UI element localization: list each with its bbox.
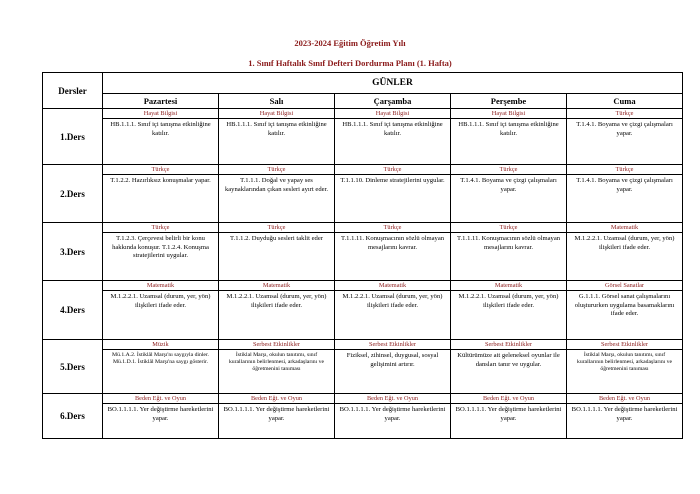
lesson-cell <box>567 340 683 394</box>
objective-text: T.1.4.1. Boyama ve çizgi çalışmaları yapar. <box>460 177 557 193</box>
lesson-cell <box>219 281 335 340</box>
header-row-gunler <box>43 73 683 94</box>
lesson-cell <box>335 109 451 165</box>
objective-text: T.1.2.3. Çerçevesi belirli bir konu hakkında konuşur. T.1.2.4. Konuşma stratejilerini uygular. <box>112 235 209 260</box>
day-header-pazartesi: Pazartesi <box>103 94 219 109</box>
objective-text: Mü.1.A.2. İstiklâl Marşı'nı saygıyla dinler. Mü.1.D.1. İstiklâl Marşı'na saygı gösterir. <box>112 352 209 366</box>
subject-label: Türkçe <box>335 223 450 233</box>
table-row <box>43 223 683 281</box>
subject-label: Beden Eğt. ve Oyun <box>335 394 450 404</box>
lesson-cell <box>103 109 219 165</box>
objective-text: İstiklal Marşı, okulun tanıtımı, sınıf kurallarının belirlenmesi, arkadaşlarını ve öğretmenini tanıması <box>228 352 325 373</box>
document-title: 2023-2024 Eğitim Öğretim Yılı <box>294 38 406 48</box>
subject-label: Beden Eğt. ve Oyun <box>567 394 682 404</box>
subject-label: Hayat Bilgisi <box>219 109 334 119</box>
lesson-cell <box>451 109 567 165</box>
subject-label: Türkçe <box>451 223 566 233</box>
lesson-cell <box>219 394 335 439</box>
objective-text: T.1.4.1. Boyama ve çizgi çalışmaları yapar. <box>576 177 673 193</box>
objective-text: M.1.2.2.1. Uzamsal (durum, yer, yön) ilişkileri ifade eder. <box>574 235 675 251</box>
subject-label: Türkçe <box>567 109 682 119</box>
lesson-cell <box>219 165 335 223</box>
subject-label: Serbest Etkinlikler <box>335 340 450 350</box>
subject-label: Hayat Bilgisi <box>335 109 450 119</box>
subject-label: Türkçe <box>219 223 334 233</box>
objective-text: HB.1.1.1. Sınıf içi tanışma etkinliğine katılır. <box>342 121 443 137</box>
lesson-cell <box>335 281 451 340</box>
day-header-sali: Salı <box>219 94 335 109</box>
lesson-cell <box>335 165 451 223</box>
subject-label: Görsel Sanatlar <box>567 281 682 291</box>
objective-text: M.1.2.2.1. Uzamsal (durum, yer, yön) ilişkileri ifade eder. <box>342 293 443 309</box>
lesson-cell <box>103 165 219 223</box>
subject-label: Türkçe <box>103 165 218 175</box>
lesson-cell <box>451 165 567 223</box>
subject-label: Türkçe <box>451 165 566 175</box>
period-label: 3.Ders <box>43 223 103 281</box>
objective-text: M.1.2.2.1. Uzamsal (durum, yer, yön) ilişkileri ifade eder. <box>110 293 211 309</box>
period-label: 1.Ders <box>43 109 103 165</box>
subject-label: Hayat Bilgisi <box>451 109 566 119</box>
lesson-cell <box>103 394 219 439</box>
objective-text: T.1.2.2. Hazırlıksız konuşmalar yapar. <box>110 177 211 184</box>
subject-label: Matematik <box>335 281 450 291</box>
day-header-persembe: Perşembe <box>451 94 567 109</box>
period-label: 6.Ders <box>43 394 103 439</box>
objective-text: T.1.1.11. Konuşmacının sözlü olmayan mesajlarını kavrar. <box>456 235 561 251</box>
lesson-cell <box>219 223 335 281</box>
subject-label: Beden Eğt. ve Oyun <box>219 394 334 404</box>
objective-text: M.1.2.2.1. Uzamsal (durum, yer, yön) ilişkileri ifade eder. <box>458 293 559 309</box>
lesson-cell <box>451 394 567 439</box>
weekly-plan-table <box>42 72 683 439</box>
lesson-cell <box>219 340 335 394</box>
lesson-cell <box>103 281 219 340</box>
lesson-cell <box>335 340 451 394</box>
lesson-cell <box>219 109 335 165</box>
objective-text: BO.1.1.1.1. Yer değiştirme hareketlerini yapar. <box>455 406 562 422</box>
lesson-cell <box>567 223 683 281</box>
objective-text: BO.1.1.1.1. Yer değiştirme hareketlerini yapar. <box>571 406 678 422</box>
day-header-cuma: Cuma <box>567 94 683 109</box>
period-label: 5.Ders <box>43 340 103 394</box>
subject-label: Matematik <box>103 281 218 291</box>
subject-label: Beden Eğt. ve Oyun <box>103 394 218 404</box>
objective-text: BO.1.1.1.1. Yer değiştirme hareketlerini yapar. <box>223 406 330 422</box>
objective-text: T.1.4.1. Boyama ve çizgi çalışmaları yapar. <box>576 121 673 137</box>
subject-label: Türkçe <box>335 165 450 175</box>
lesson-cell <box>103 223 219 281</box>
objective-text: İstiklal Marşı, okulun tanıtımı, sınıf kurallarının belirlenmesi, arkadaşlarını ve öğretmenini tanıması <box>576 352 673 373</box>
objective-text: M.1.2.2.1. Uzamsal (durum, yer, yön) ilişkileri ifade eder. <box>226 293 327 309</box>
lesson-cell <box>451 340 567 394</box>
objective-text: HB.1.1.1. Sınıf içi tanışma etkinliğine katılır. <box>226 121 327 137</box>
table-row <box>43 394 683 439</box>
table-row <box>43 109 683 165</box>
subject-label: Beden Eğt. ve Oyun <box>451 394 566 404</box>
objective-text: HB.1.1.1. Sınıf içi tanışma etkinliğine katılır. <box>458 121 559 137</box>
objective-text: T.1.1.11. Konuşmacının sözlü olmayan mesajlarını kavrar. <box>340 235 445 251</box>
objective-text: T.1.1.2. Duyduğu sesleri taklit eder <box>230 235 323 242</box>
day-header-carsamba: Çarşamba <box>335 94 451 109</box>
subject-label: Serbest Etkinlikler <box>451 340 566 350</box>
subject-label: Serbest Etkinlikler <box>219 340 334 350</box>
subject-label: Matematik <box>451 281 566 291</box>
table-row <box>43 340 683 394</box>
subject-label: Matematik <box>219 281 334 291</box>
subject-label: Hayat Bilgisi <box>103 109 218 119</box>
objective-text: BO.1.1.1.1. Yer değiştirme hareketlerini yapar. <box>107 406 214 422</box>
gunler-header: GÜNLER <box>103 73 683 94</box>
lesson-cell <box>451 281 567 340</box>
subject-label: Türkçe <box>103 223 218 233</box>
period-label: 2.Ders <box>43 165 103 223</box>
objective-text: Kültürümüze ait geleneksel oyunlar ile dansları tanır ve uygular. <box>457 352 560 368</box>
lesson-cell <box>567 394 683 439</box>
lesson-cell <box>335 223 451 281</box>
subject-label: Türkçe <box>567 165 682 175</box>
subject-label: Müzik <box>103 340 218 350</box>
objective-text: G.1.1.1. Görsel sanat çalışmalarını oluştururken uygulama basamaklarını ifade eder. <box>574 293 675 318</box>
objective-text: Fiziksel, zihinsel, duygusal, sosyal gelişimini artırır. <box>346 352 439 368</box>
lesson-cell <box>567 165 683 223</box>
subject-label: Matematik <box>567 223 682 233</box>
table-row <box>43 165 683 223</box>
subject-label: Serbest Etkinlikler <box>567 340 682 350</box>
document-subtitle: 1. Sınıf Haftalık Sınıf Defteri Dordurma Planı (1. Hafta) <box>248 58 452 68</box>
objective-text: T.1.1.1. Doğal ve yapay ses kaynaklarından çıkan sesleri ayırt eder. <box>224 177 329 193</box>
header-row-days <box>43 94 683 109</box>
lesson-cell <box>451 223 567 281</box>
lesson-cell <box>567 281 683 340</box>
lesson-cell <box>335 394 451 439</box>
lesson-cell <box>103 340 219 394</box>
dersler-header: Dersler <box>43 73 103 109</box>
period-label: 4.Ders <box>43 281 103 340</box>
objective-text: HB.1.1.1. Sınıf içi tanışma etkinliğine katılır. <box>110 121 211 137</box>
subject-label: Türkçe <box>219 165 334 175</box>
table-row <box>43 281 683 340</box>
objective-text: BO.1.1.1.1. Yer değiştirme hareketlerini yapar. <box>339 406 446 422</box>
objective-text: T.1.1.10. Dinleme stratejilerini uygular. <box>340 177 445 184</box>
lesson-cell <box>567 109 683 165</box>
